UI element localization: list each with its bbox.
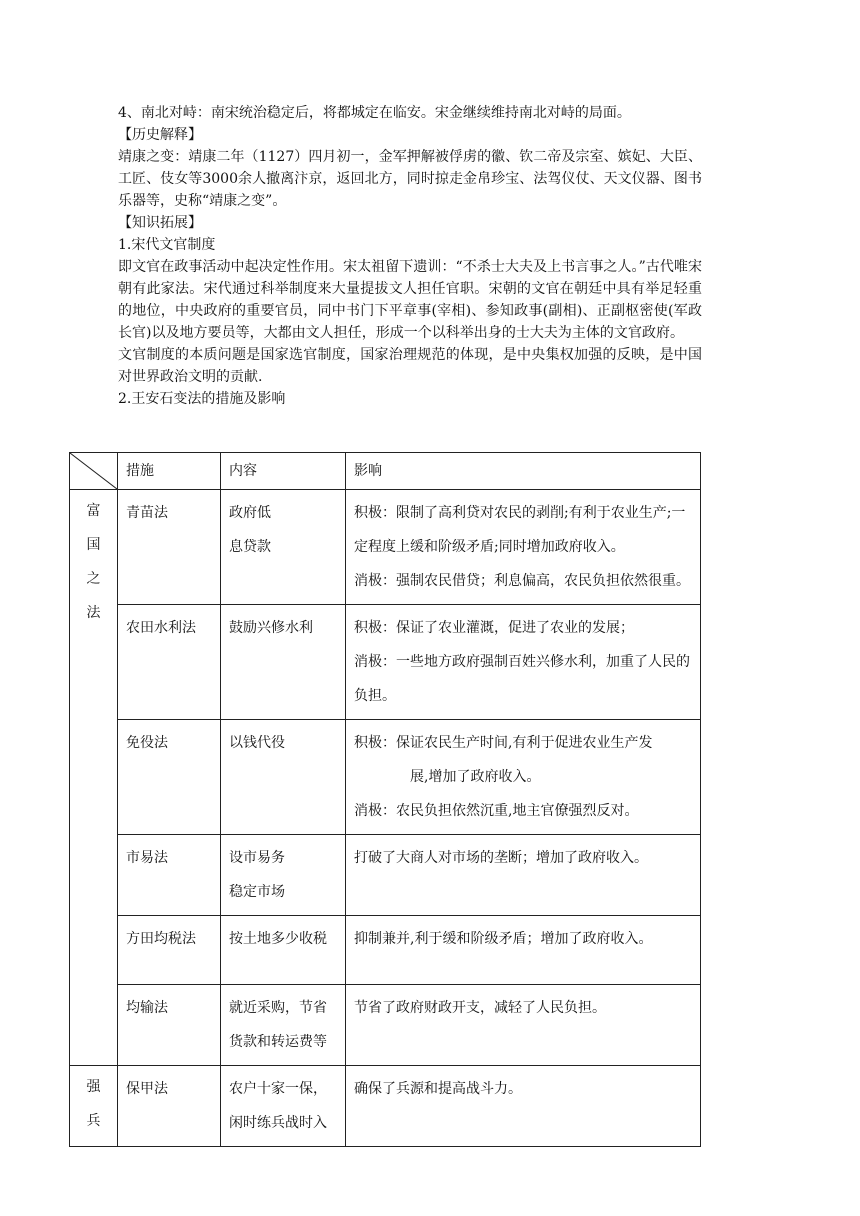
item1-title: 1.宋代文官制度 — [118, 237, 216, 253]
measure-impact: 抑制兼并,利于缓和阶级矛盾；增加了政府收入。 — [346, 916, 701, 985]
measure-content: 就近采购，节省 货款和转运费等 — [221, 985, 346, 1066]
group-char: 法 — [86, 605, 101, 621]
measure-impact: 节省了政府财政开支，减轻了人民负担。 — [346, 985, 701, 1066]
group-char: 强 — [86, 1079, 101, 1095]
knowledge-heading: 【知识拓展】 — [118, 215, 202, 231]
corner-cell — [70, 453, 118, 490]
table-row — [70, 1066, 701, 1147]
measure-name: 市易法 — [118, 835, 221, 916]
jingkang-paragraph: 靖康之变：靖康二年（1127）四月初一，金军押解被俘虏的徽、钦二帝及宗室、嫔妃、大臣、工匠、伎女等3000余人撤离汴京，返回北方，同时掠走金帛珍宝、法驾仪仗、天文仪器、图书乐器等，史称“靖康之变”。 — [118, 149, 702, 209]
table-row — [70, 916, 701, 985]
text-section — [118, 102, 702, 410]
measure-impact: 确保了兵源和提高战斗力。 — [346, 1066, 701, 1147]
measure-impact: 积极：限制了高利贷对农民的剥削;有利于农业生产;一定程度上缓和阶级矛盾;同时增加政府收入。 消极：强制农民借贷；利息偏高，农民负担依然很重。 — [346, 490, 701, 605]
measure-content: 鼓励兴修水利 — [221, 605, 346, 720]
header-content: 内容 — [221, 453, 346, 490]
measure-name: 农田水利法 — [118, 605, 221, 720]
header-measure: 措施 — [118, 453, 221, 490]
measure-name: 方田均税法 — [118, 916, 221, 985]
group-strengthen-army — [70, 1066, 118, 1147]
table-header-row — [70, 453, 701, 490]
measure-content: 农户十家一保， 闲时练兵战时入 — [221, 1066, 346, 1147]
history-explanation-heading: 【历史解释】 — [118, 127, 202, 143]
measure-impact: 打破了大商人对市场的垄断；增加了政府收入。 — [346, 835, 701, 916]
measure-impact: 积极：保证农民生产时间,有利于促进农业生产发 展,增加了政府收入。 消极：农民负担依然沉重,地主官僚强烈反对。 — [346, 720, 701, 835]
table-row — [70, 490, 701, 605]
reform-table — [69, 452, 701, 1147]
measure-content: 设市易务 稳定市场 — [221, 835, 346, 916]
item1-paragraph — [118, 256, 702, 388]
measure-content: 政府低 息贷款 — [221, 490, 346, 605]
item2-title: 2.王安石变法的措施及影响 — [118, 391, 286, 407]
group-char: 国 — [86, 537, 101, 553]
group-char: 兵 — [86, 1113, 101, 1129]
item1-text-b: 文官制度的本质问题是国家选官制度，国家治理规范的体现，是中央集权加强的反映，是中国对世界政治文明的贡献. — [118, 347, 702, 385]
table-row — [70, 605, 701, 720]
north-south-line: 4、南北对峙：南宋统治稳定后，将都城定在临安。宋金继续维持南北对峙的局面。 — [118, 105, 631, 121]
group-char: 之 — [86, 571, 101, 587]
measure-name: 均输法 — [118, 985, 221, 1066]
measure-impact: 积极：保证了农业灌溉，促进了农业的发展； 消极：一些地方政府强制百姓兴修水利，加重了人民的负担。 — [346, 605, 701, 720]
group-enrich-country — [70, 490, 118, 1066]
measure-content: 按土地多少收税 — [221, 916, 346, 985]
table-row — [70, 835, 701, 916]
measure-name: 保甲法 — [118, 1066, 221, 1147]
table-row — [70, 720, 701, 835]
table-row — [70, 985, 701, 1066]
measure-name: 青苗法 — [118, 490, 221, 605]
measure-content: 以钱代役 — [221, 720, 346, 835]
header-impact: 影响 — [346, 453, 701, 490]
group-char: 富 — [86, 503, 101, 519]
item1-text-a: 即文官在政事活动中起决定性作用。宋太祖留下遗训：“不杀士大夫及上书言事之人。”古代唯宋朝有此家法。宋代通过科举制度来大量提拔文人担任官职。宋朝的文官在朝廷中具有举足轻重的地位，中央政府的重要官员，同中书门下平章事(宰相)、参知政事(副相)、正副枢密使(军政长官)以及地方要员等，大都由文人担任，形成一个以科举出身的士大夫为主体的文官政府。 — [118, 259, 702, 341]
measure-name: 免役法 — [118, 720, 221, 835]
diagonal-line — [70, 453, 117, 489]
